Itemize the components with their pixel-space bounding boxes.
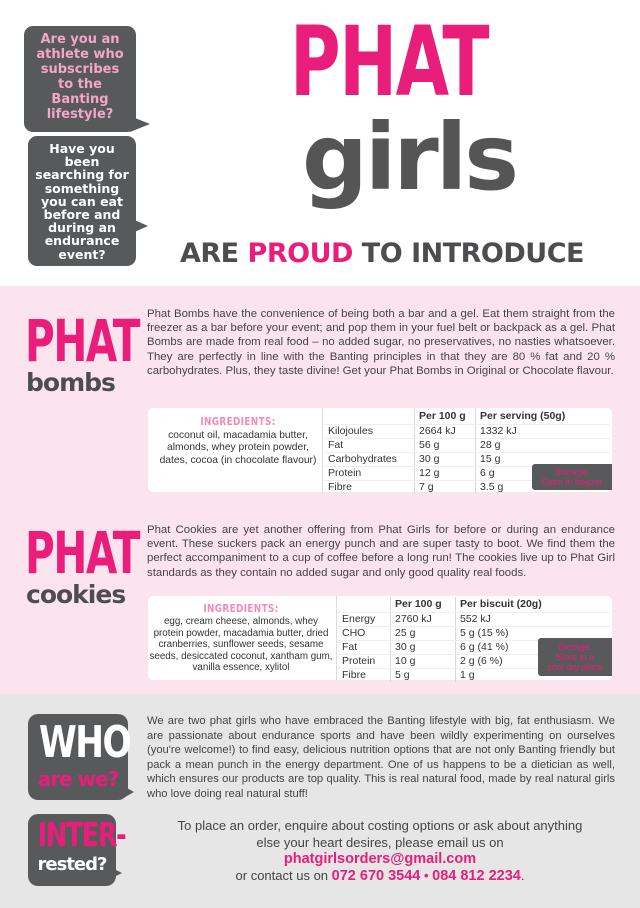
table-cell: 1332 kJ (476, 425, 611, 439)
interested-badge (28, 814, 126, 886)
intro-post: TO INTRODUCE (352, 238, 584, 269)
bombs-brand-phat: PHAT (25, 307, 140, 375)
card-divider (322, 408, 323, 492)
table-cell: 30 g (391, 641, 456, 655)
intro-proud: PROUD (247, 238, 353, 269)
who-are-we-badge (28, 714, 131, 800)
table-cell: Per 100 g (415, 409, 476, 425)
bubble-tail (120, 784, 134, 800)
card-divider (336, 596, 337, 680)
storage-line: Store in a (555, 652, 595, 662)
bubble-line: athlete who (36, 47, 124, 62)
cookies-brand-phat: PHAT (25, 519, 140, 587)
contact-block (150, 818, 610, 884)
table-cell: 6 g (41 %) (456, 641, 611, 655)
table-cell: 2760 kJ (391, 613, 456, 627)
bubble-tail (108, 866, 122, 880)
table-cell: Per biscuit (20g) (456, 597, 611, 613)
table-cell: 1 g (456, 669, 611, 683)
table-cell: 552 kJ (456, 613, 611, 627)
table-cell: 2664 kJ (415, 425, 476, 439)
table-cell (338, 597, 391, 613)
table-cell: 25 g (391, 627, 456, 641)
bubble-line: searching for (35, 167, 129, 183)
bubble-line: to the (58, 77, 102, 92)
cookies-ingredients: egg, cream cheese, almonds, whey protein powder, macadamia butter, dried cranberries, sunflower seeds, sesame seeds, desiccated coconut, xantham gum, vanilla essence, xylitol (149, 616, 333, 674)
cookies-brand-sub: cookies (26, 580, 126, 609)
bubble-line: lifestyle? (46, 107, 114, 122)
who-badge-bottom: are we? (37, 767, 119, 791)
table-cell: 15 g (476, 453, 611, 467)
table-cell: Kilojoules (324, 425, 415, 439)
order-email-link[interactable]: phatgirlsorders@gmail.com (283, 851, 477, 867)
contact-line-2: else your heart desires, please email us on (256, 834, 504, 850)
table-row (324, 439, 610, 453)
phone-separator: • (420, 867, 433, 883)
table-cell: 6 g (476, 467, 611, 481)
table-cell: 5 g (391, 669, 456, 683)
storage-line: cool dry place (547, 662, 603, 672)
table-row (324, 409, 610, 425)
intro-pre: ARE (180, 238, 248, 269)
bombs-brand-sub: bombs (26, 368, 115, 397)
table-cell: Per 100 g (391, 597, 456, 613)
table-cell: 7 g (415, 481, 476, 495)
table-cell: 10 g (391, 655, 456, 669)
bombs-nutrition-card (148, 408, 612, 492)
table-cell: 3.5 g (476, 481, 611, 495)
table-cell: Fat (338, 641, 391, 655)
table-cell: Fibre (324, 481, 415, 495)
logo-phat: PHAT (290, 6, 489, 118)
table-cell: Protein (324, 467, 415, 481)
bubble-line: during an (48, 220, 116, 236)
bubble-line: Banting (51, 92, 109, 107)
contact-line-1: To place an order, enquire about costing options or ask about anything (177, 818, 583, 833)
table-row (338, 597, 610, 613)
cookies-storage-badge (538, 638, 612, 676)
intro-heading (180, 238, 584, 269)
bubble-line: you can eat (41, 193, 123, 209)
bubble-line: Are you an (40, 32, 120, 47)
logo-girls: girls (302, 104, 517, 211)
bombs-description: Phat Bombs have the convenience of being both a bar and a gel. Eat them straight from the freezer as a bar before your event; and pop them in your fuel belt or backpack as a gel. Phat Bombs are made from real food – no added sugar, no preservatives, no nasties whatsoever. They are perfectly in line with the Banting principles in that they are 80 % fat and 20 % carbohydrates. Plus, they taste divine! Get your Phat Bombs in Original or Chocolate flavour. (147, 308, 615, 377)
bombs-ingredients-title: INGREDIENTS: (200, 415, 276, 428)
bubble-tail (130, 218, 148, 234)
question-bubble-athlete (24, 26, 136, 132)
bubble-line: something (44, 180, 120, 196)
contact-suffix: . (520, 867, 525, 883)
table-row (324, 425, 610, 439)
interested-badge-top: INTER- (37, 815, 126, 854)
storage-line: Storage: (554, 467, 590, 477)
interested-badge-bottom: rested? (37, 854, 107, 875)
table-cell: CHO (338, 627, 391, 641)
bubble-line: endurance (44, 233, 120, 249)
phone-number-2[interactable]: 084 812 2234 (432, 867, 521, 884)
bubble-line: been (64, 154, 100, 170)
table-cell: 12 g (415, 467, 476, 481)
table-cell: 2 g (6 %) (456, 655, 611, 669)
contact-prefix: or contact us on (235, 867, 332, 883)
contact-line-4 (150, 868, 610, 885)
cookies-ingredients-title: INGREDIENTS: (203, 602, 279, 615)
question-bubble-searching (28, 136, 136, 266)
bombs-ingredients: coconut oil, macadamia butter, almonds, whey protein powder, dates, cocoa (in chocolate flavour) (159, 430, 317, 466)
bombs-storage-badge (532, 464, 612, 490)
table-cell: Carbohydrates (324, 453, 415, 467)
phone-number-1[interactable]: 072 670 3544 (331, 867, 421, 884)
table-cell: 30 g (415, 453, 476, 467)
storage-line: Storage: (557, 642, 593, 652)
table-cell: Per serving (50g) (476, 409, 611, 425)
table-cell: Fat (324, 439, 415, 453)
table-cell: 28 g (476, 439, 611, 453)
table-cell: 56 g (415, 439, 476, 453)
table-row (338, 613, 610, 627)
who-badge-top: WHO (39, 717, 131, 768)
bubble-tail (130, 116, 150, 132)
bubble-line: Have you (49, 141, 115, 156)
table-cell (324, 409, 415, 425)
bubble-line: before and (43, 207, 121, 223)
storage-line: Store in freezer (541, 477, 603, 487)
bubble-line: subscribes (40, 62, 120, 77)
table-cell: Energy (338, 613, 391, 627)
table-cell: Fibre (338, 669, 391, 683)
cookies-nutrition-card (148, 596, 612, 680)
cookies-description: Phat Cookies are yet another offering from Phat Girls for before or during an endurance event. These suckers pack an energy punch and are super tasty to boot. We find them the perfect accompaniment to a cup of coffee before a long run! The cookies live up to Phat Girl standards as they contain no added sugar and only good quality real foods. (147, 524, 615, 579)
table-cell: Protein (338, 655, 391, 669)
table-cell: 5 g (15 %) (456, 627, 611, 641)
bubble-line: event? (58, 246, 106, 262)
who-description: We are two phat girls who have embraced the Banting lifestyle with big, fat enthusiasm. We are passionate about endurance sports and have been wildly experimenting on ourselves (you're welcome!) to find easy, delicious nutrition options that are not only Banting friendly but pack a mean punch in the energy department. One of us happens to be a dietician as well, which ensures our products are top quality. This is real natural food, made by real natural girls who love doing real natural stuff! (147, 715, 615, 800)
